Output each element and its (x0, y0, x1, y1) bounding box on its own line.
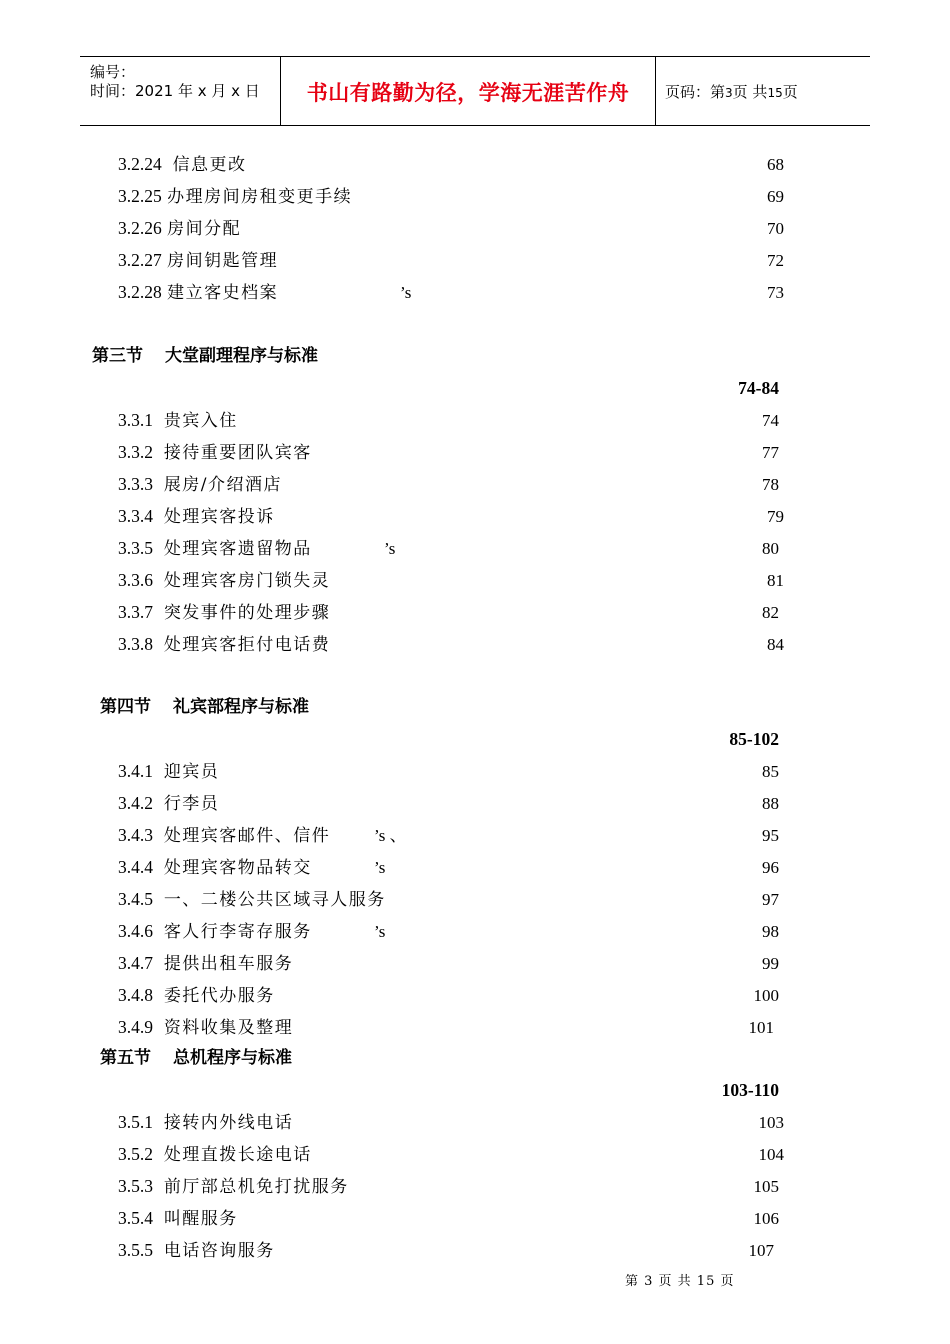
toc-entry[interactable]: 3.3.5 处理宾客遗留物品 (118, 538, 312, 559)
toc-entry-page: 74 (762, 411, 779, 430)
toc-entry-page: 104 (758, 1145, 784, 1164)
toc-entry-page: 96 (762, 858, 779, 877)
section-page-range: 103-110 (721, 1080, 779, 1100)
header-page-cell (655, 57, 870, 125)
toc-entry[interactable]: 3.3.2 接待重要团队宾客 (118, 442, 312, 463)
toc-entry[interactable]: 3.4.1 迎宾员 (118, 761, 220, 782)
toc-entry-mark: ’s 、 (374, 826, 407, 845)
document-number-label: 编号： (90, 63, 136, 81)
header-motto: 书山有路勤为径，学海无涯苦作舟 (306, 81, 630, 105)
section-page-range: 74-84 (738, 378, 779, 398)
toc-entry-mark: ’s (400, 283, 412, 302)
toc-entry-page: 101 (748, 1018, 774, 1037)
toc-entry-page: 99 (762, 954, 779, 973)
header-meta (80, 57, 280, 125)
page-footer: 第 3 页 共 15 页 (625, 1274, 735, 1289)
toc-entry[interactable]: 3.2.25 办理房间房租变更手续 (118, 186, 353, 207)
section-page-range: 85-102 (729, 729, 779, 749)
toc-entry-page: 98 (762, 922, 779, 941)
toc-entry-mark: ’s (374, 858, 386, 877)
toc-entry-page: 77 (762, 443, 779, 462)
toc-entry-mark: ’s (384, 539, 396, 558)
header-page-number: 页码：第3页 共15页 (665, 83, 798, 101)
toc-entry[interactable]: 3.5.4 叫醒服务 (118, 1208, 238, 1229)
toc-entry-page: 82 (762, 603, 779, 622)
toc-entry-page: 103 (758, 1113, 784, 1132)
toc-entry-page: 69 (767, 187, 784, 206)
toc-entry-page: 88 (762, 794, 779, 813)
toc-entry[interactable]: 3.4.6 客人行李寄存服务 (118, 921, 312, 942)
toc-entry[interactable]: 3.4.2 行李员 (118, 793, 220, 814)
toc-entry[interactable]: 3.3.6 处理宾客房门锁失灵 (118, 570, 331, 591)
toc-entry[interactable]: 3.2.26 房间分配 (118, 218, 242, 239)
toc-entry-page: 85 (762, 762, 779, 781)
toc-entry-page: 107 (748, 1241, 774, 1260)
section-heading-3-3[interactable]: 第三节 大堂副理程序与标准 (92, 346, 318, 366)
toc-entry[interactable]: 3.2.24 信息更改 (118, 154, 247, 175)
toc-entry-page: 78 (762, 475, 779, 494)
toc-entry-page: 100 (753, 986, 779, 1005)
toc-entry[interactable]: 3.5.5 电话咨询服务 (118, 1240, 275, 1261)
toc-entry[interactable]: 3.5.1 接转内外线电话 (118, 1112, 294, 1133)
toc-entry-page: 81 (767, 571, 784, 590)
toc-entry-page: 105 (753, 1177, 779, 1196)
toc-entry-page: 106 (753, 1209, 779, 1228)
section-heading-3-5[interactable]: 第五节 总机程序与标准 (100, 1048, 292, 1068)
toc-entry[interactable]: 3.3.3 展房/介绍酒店 (118, 474, 283, 495)
toc-entry[interactable]: 3.4.8 委托代办服务 (118, 985, 275, 1006)
document-date: 时间：2021 年 x 月 x 日 (90, 82, 260, 100)
toc-entry-page: 73 (767, 283, 784, 302)
toc-entry[interactable]: 3.4.3 处理宾客邮件、信件 (118, 825, 331, 846)
toc-entry-mark: ’s (374, 922, 386, 941)
toc-entry[interactable]: 3.2.28 建立客史档案 (118, 282, 279, 303)
toc-entry-page: 72 (767, 251, 784, 270)
toc-entry-page: 79 (767, 507, 784, 526)
toc-entry[interactable]: 3.4.4 处理宾客物品转交 (118, 857, 312, 878)
toc-entry[interactable]: 3.5.2 处理直拨长途电话 (118, 1144, 312, 1165)
toc-entry[interactable]: 3.3.4 处理宾客投诉 (118, 506, 275, 527)
page-header (80, 56, 870, 126)
toc-entry-page: 95 (762, 826, 779, 845)
toc-entry[interactable]: 3.4.5 一、二楼公共区域寻人服务 (118, 889, 386, 910)
toc-entry-page: 84 (767, 635, 784, 654)
toc-entry[interactable]: 3.4.7 提供出租车服务 (118, 953, 294, 974)
toc-entry[interactable]: 3.2.27 房间钥匙管理 (118, 250, 279, 271)
toc-entry[interactable]: 3.3.7 突发事件的处理步骤 (118, 602, 331, 623)
toc-entry-page: 68 (767, 155, 784, 174)
toc-entry-page: 70 (767, 219, 784, 238)
header-motto-cell (280, 57, 656, 125)
toc-entry-page: 97 (762, 890, 779, 909)
toc-entry[interactable]: 3.5.3 前厅部总机免打扰服务 (118, 1176, 349, 1197)
toc-entry[interactable]: 3.3.1 贵宾入住 (118, 410, 238, 431)
toc-entry[interactable]: 3.4.9 资料收集及整理 (118, 1017, 294, 1038)
section-heading-3-4[interactable]: 第四节 礼宾部程序与标准 (100, 697, 309, 717)
toc-entry-page: 80 (762, 539, 779, 558)
toc-entry[interactable]: 3.3.8 处理宾客拒付电话费 (118, 634, 331, 655)
